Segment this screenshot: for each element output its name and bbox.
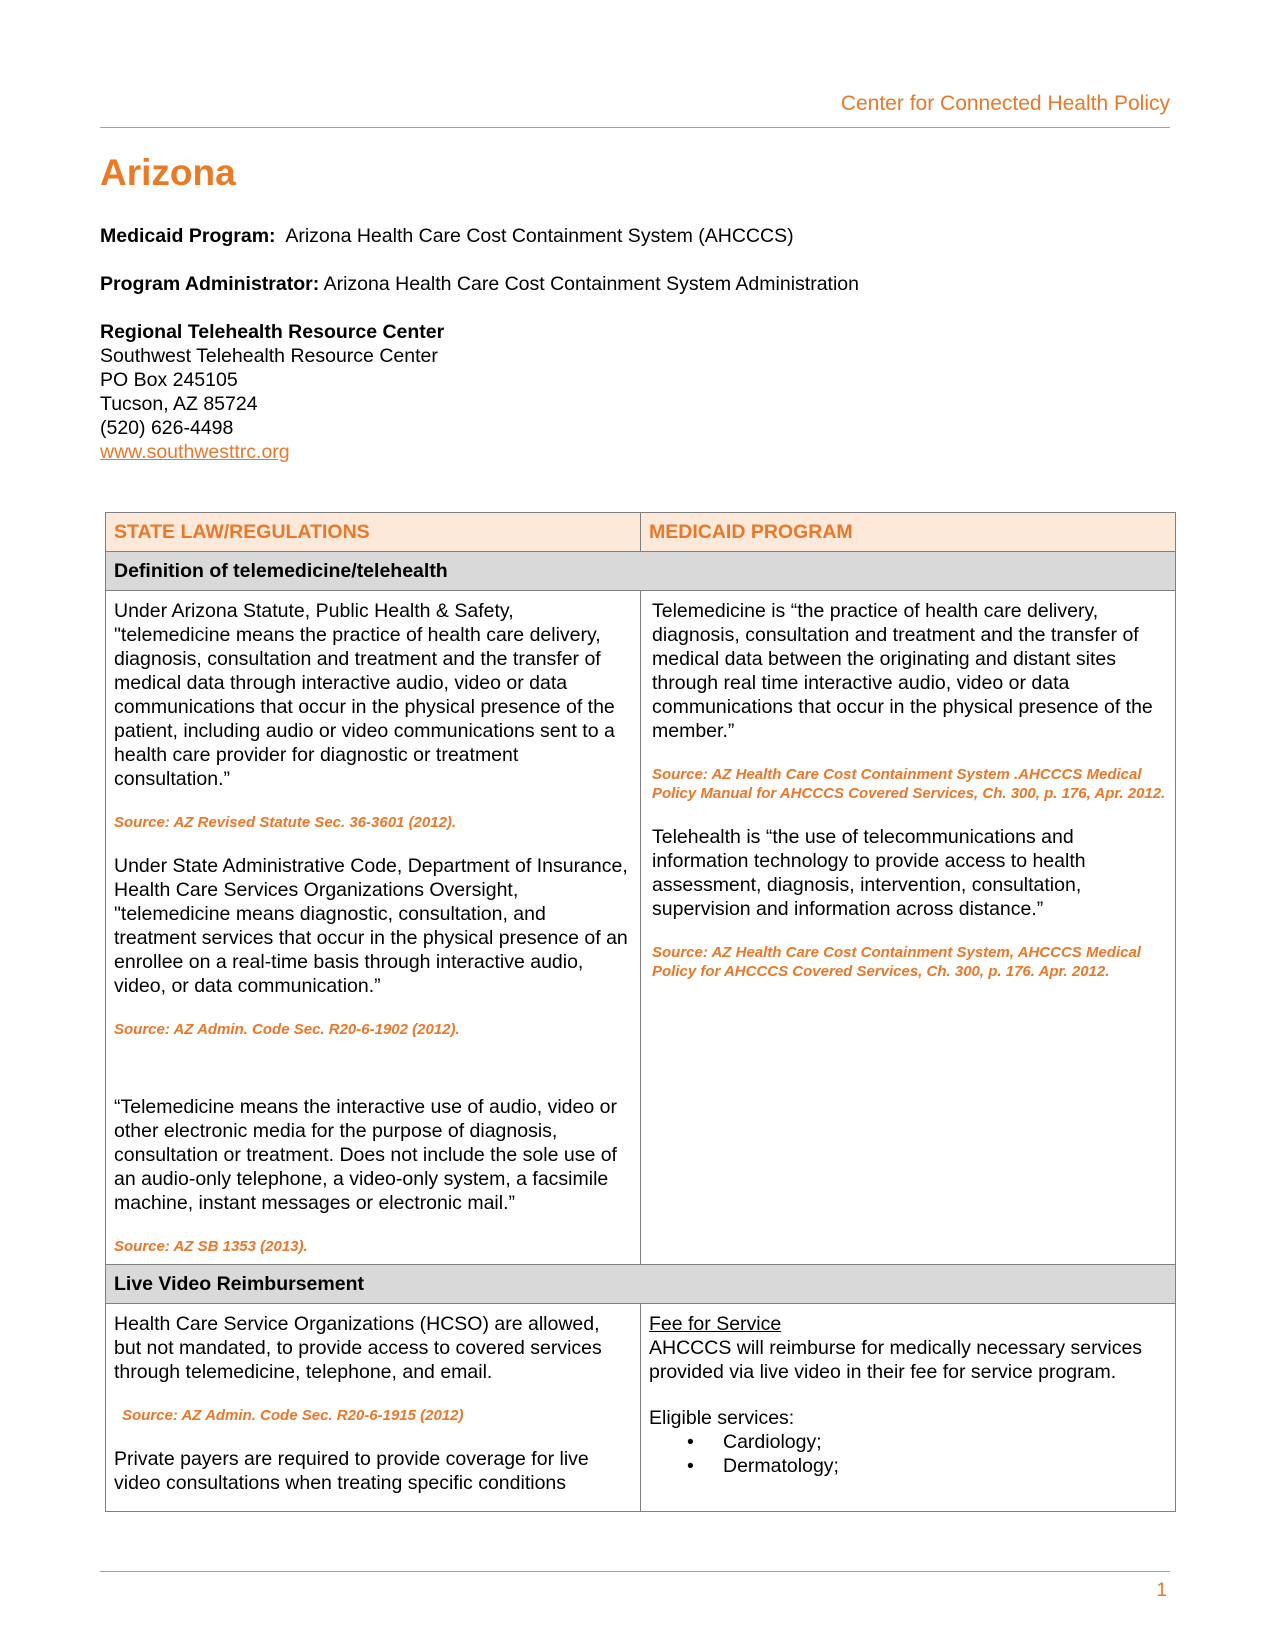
medicaid-text: AHCCCS will reimburse for medically necessary services provided via live video in their fee for service program. xyxy=(649,1337,1143,1383)
rtrc-name: Southwest Telehealth Resource Center xyxy=(100,345,438,367)
table-row xyxy=(106,1304,1176,1512)
source-citation: Source: AZ Health Care Cost Containment System .AHCCCS Medical Policy Manual for AHCCCS Covered Services, Ch. 300, p. 176, Apr. 2012. xyxy=(652,766,1166,802)
page-number: 1 xyxy=(1156,1580,1167,1601)
policy-table xyxy=(105,512,1176,1512)
organization-header: Center for Connected Health Policy xyxy=(840,92,1170,115)
rtrc-block xyxy=(100,320,444,464)
header-rule xyxy=(100,127,1170,128)
section-row-definition xyxy=(106,552,1176,591)
column-header-state-law: STATE LAW/REGULATIONS xyxy=(106,513,641,552)
state-law-text: Under Arizona Statute, Public Health & Safety, "telemedicine means the practice of health care delivery, diagnosis, consultation and treatment and the transfer of medical data through interactive audio, video or data communications that occur in the physical presence of the patient, including audio or video communications sent to a health care provider for diagnostic or treatment consultation.” xyxy=(114,600,615,790)
state-law-text: “Telemedicine means the interactive use of audio, video or other electronic media for the purpose of diagnosis, consultation or treatment. Does not include the sole use of an audio-only telephone, a video-only system, a facsimile machine, instant messages or electronic mail.” xyxy=(114,1096,617,1214)
section-title: Definition of telemedicine/telehealth xyxy=(106,552,1176,591)
state-law-cell xyxy=(106,1304,641,1512)
state-law-text: Private payers are required to provide coverage for live video consultations when treating specific conditions xyxy=(114,1448,589,1494)
state-law-text: Health Care Service Organizations (HCSO) are allowed, but not mandated, to provide access to covered services through telemedicine, telephone, and email. xyxy=(114,1313,602,1383)
fee-for-service-heading: Fee for Service xyxy=(649,1313,782,1335)
medicaid-cell xyxy=(641,591,1176,1265)
rtrc-phone: (520) 626-4498 xyxy=(100,417,234,439)
rtrc-address-1: PO Box 245105 xyxy=(100,369,238,391)
column-header-medicaid: MEDICAID PROGRAM xyxy=(641,513,1176,552)
source-citation: Source: AZ Health Care Cost Containment System, AHCCCS Medical Policy for AHCCCS Covered Services, Ch. 300, p. 176. Apr. 2012. xyxy=(652,944,1141,980)
table-header-row xyxy=(106,513,1176,552)
administrator-value: Arizona Health Care Cost Containment System Administration xyxy=(323,273,859,295)
source-citation: Source: AZ Admin. Code Sec. R20-6-1915 (2012) xyxy=(122,1407,464,1424)
eligible-services-label: Eligible services: xyxy=(649,1407,795,1429)
table-row xyxy=(106,591,1176,1265)
rtrc-website-link[interactable]: www.southwesttrc.org xyxy=(100,441,290,463)
medicaid-program-label: Medicaid Program: xyxy=(100,225,276,247)
administrator-label: Program Administrator: xyxy=(100,273,320,295)
source-citation: Source: AZ SB 1353 (2013). xyxy=(114,1238,308,1255)
source-citation: Source: AZ Revised Statute Sec. 36-3601 (2012). xyxy=(114,814,457,831)
state-law-text: Under State Administrative Code, Department of Insurance, Health Care Services Organizations Oversight, "telemedicine means diagnostic, consultation, and treatment services that occur in the physical presence of an enrollee on a real-time basis through interactive audio, video, or data communication.” xyxy=(114,855,628,997)
rtrc-label: Regional Telehealth Resource Center xyxy=(100,321,445,343)
medicaid-program-line xyxy=(100,224,794,248)
list-item: • Dermatology; xyxy=(723,1454,1167,1478)
footer-rule xyxy=(100,1571,1170,1572)
state-law-cell xyxy=(106,591,641,1265)
section-title: Live Video Reimbursement xyxy=(106,1265,1176,1304)
medicaid-program-value: Arizona Health Care Cost Containment System (AHCCCS) xyxy=(285,225,794,247)
eligible-services-list xyxy=(649,1430,1167,1478)
list-item: • Cardiology; xyxy=(723,1430,1167,1454)
page-title: Arizona xyxy=(100,152,236,193)
section-row-live-video xyxy=(106,1265,1176,1304)
medicaid-text: Telemedicine is “the practice of health care delivery, diagnosis, consultation and treatment and the transfer of medical data between the originating and distant sites through real time interactive audio, video or data communications that occur in the physical presence of the member.” xyxy=(652,600,1153,742)
rtrc-address-2: Tucson, AZ 85724 xyxy=(100,393,258,415)
source-citation: Source: AZ Admin. Code Sec. R20-6-1902 (2012). xyxy=(114,1021,460,1038)
medicaid-text: Telehealth is “the use of telecommunications and information technology to provide access to health assessment, diagnosis, intervention, consultation, supervision and information across distance.” xyxy=(652,826,1086,920)
medicaid-cell xyxy=(641,1304,1176,1512)
program-administrator-line xyxy=(100,272,859,296)
